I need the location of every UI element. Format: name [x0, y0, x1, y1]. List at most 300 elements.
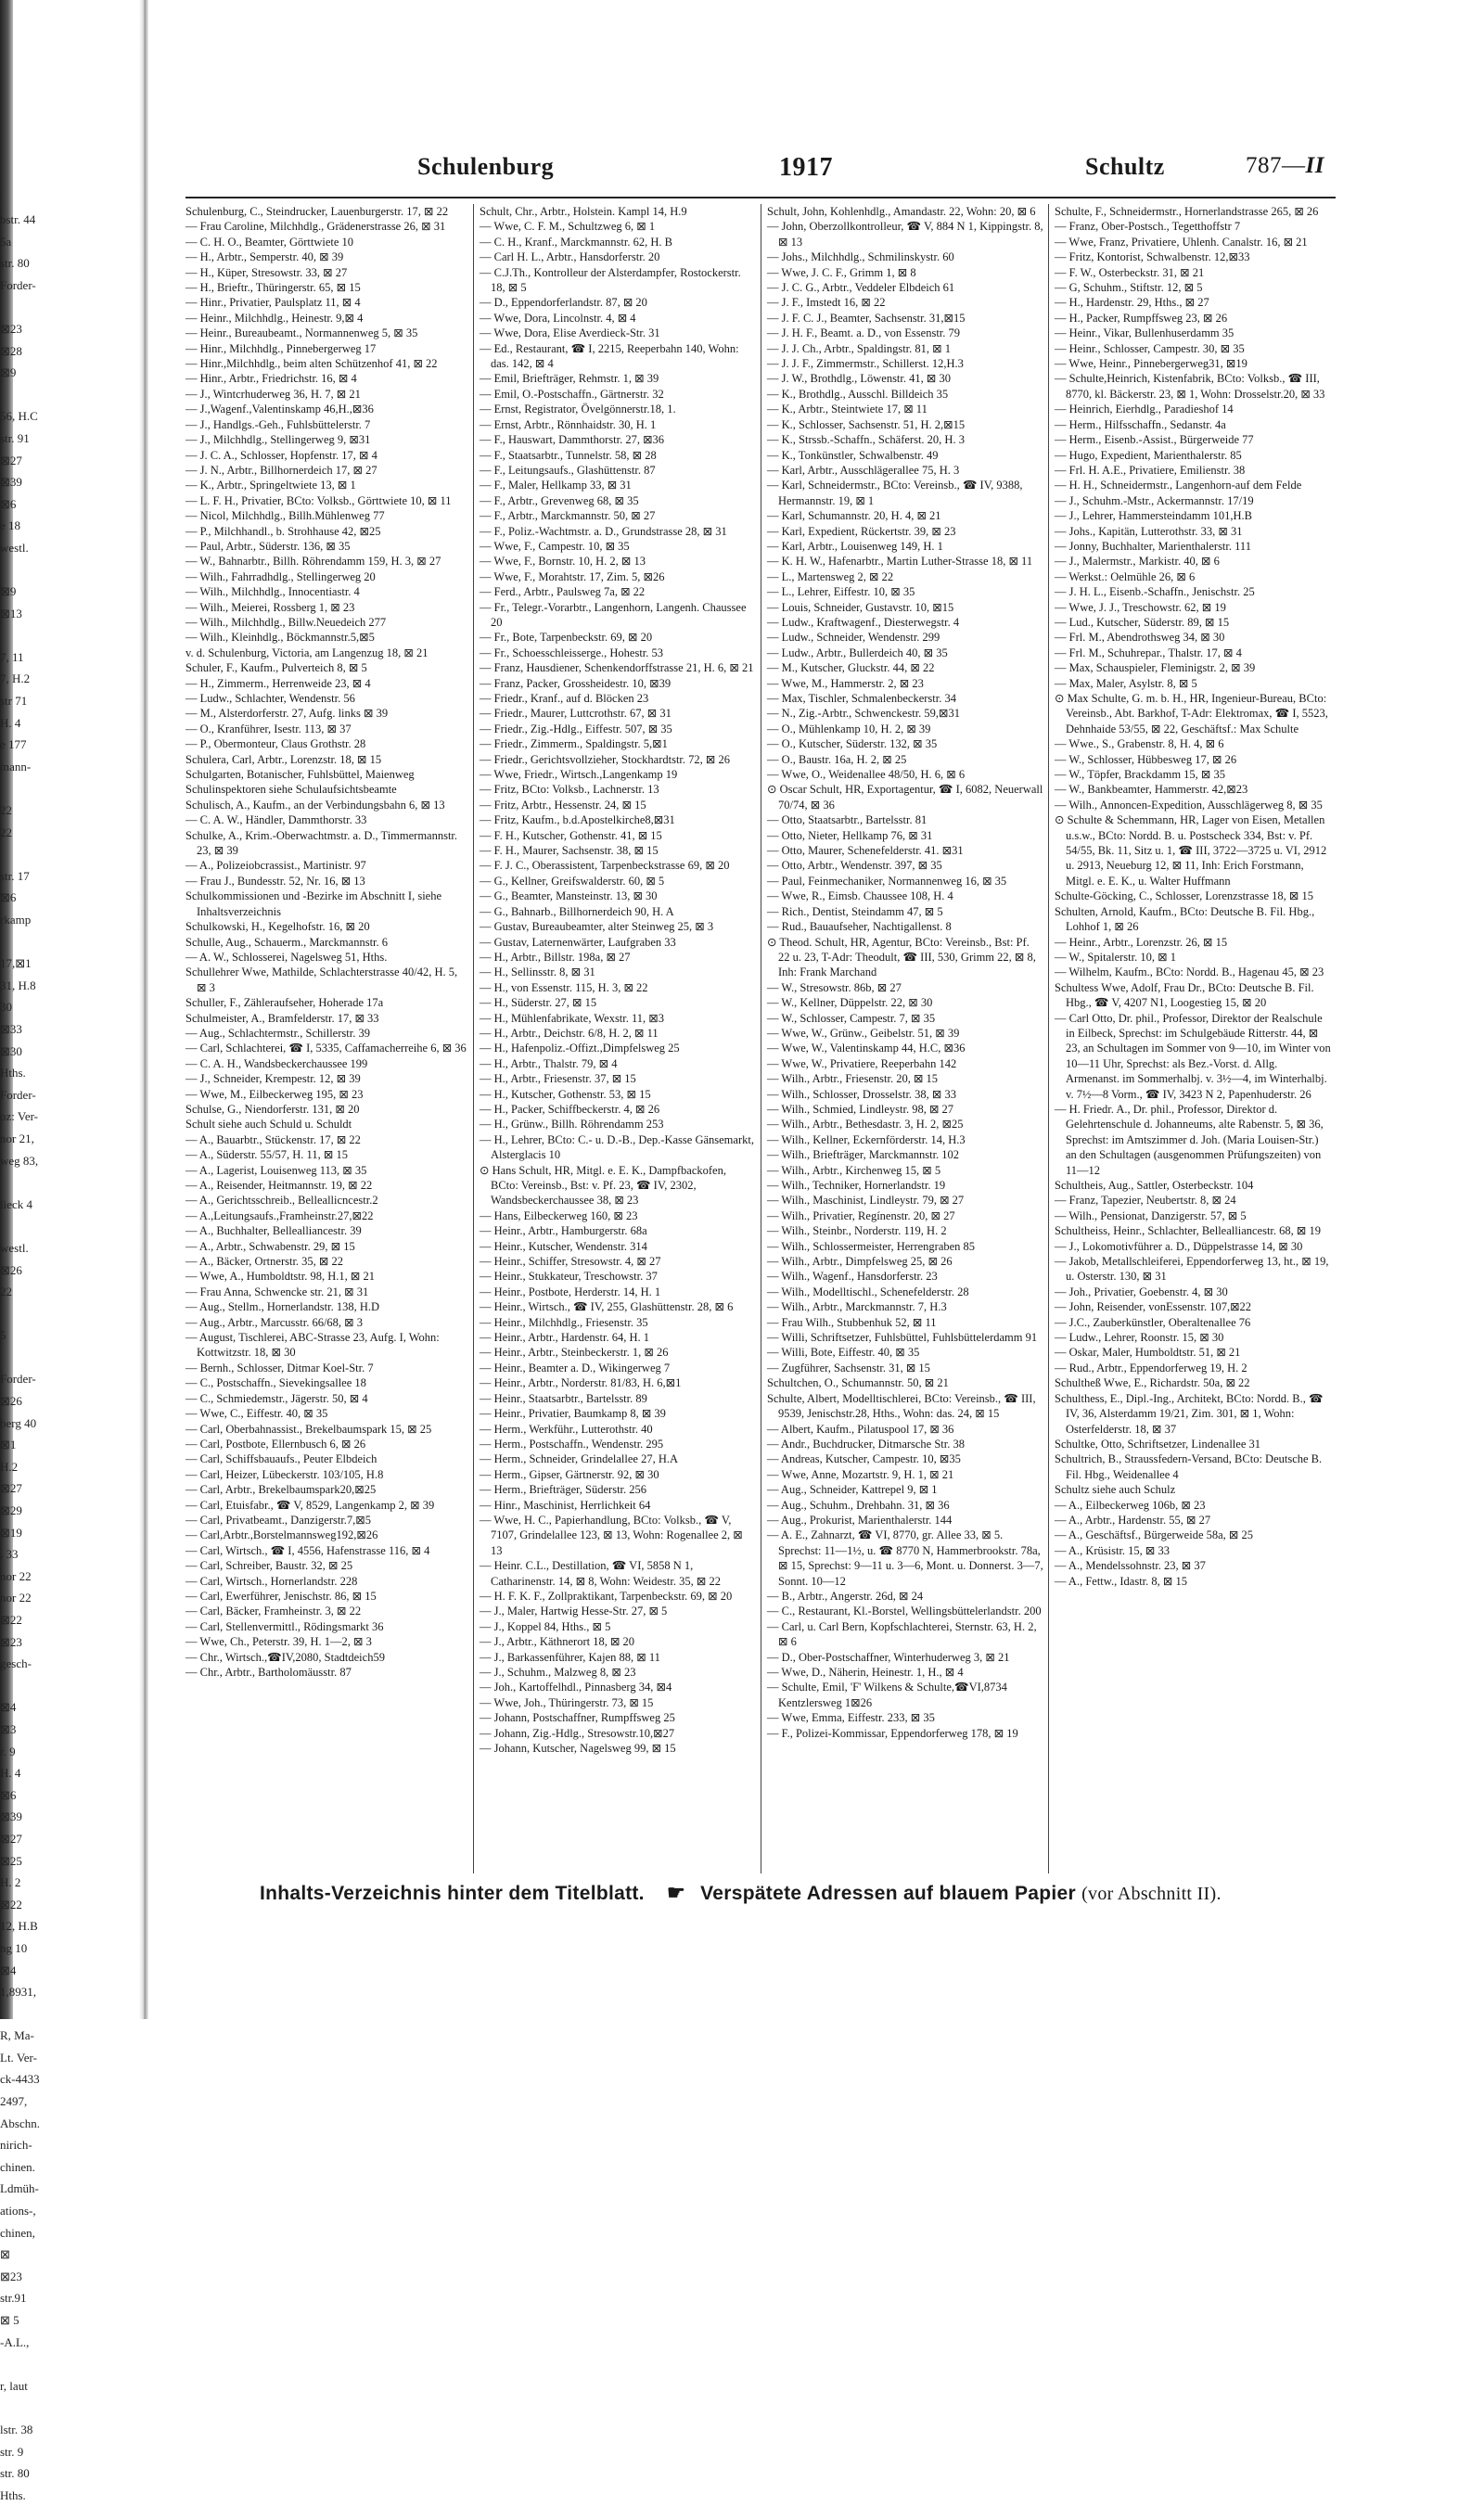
directory-entry: — Jonny, Buchhalter, Marienthalerstr. 111 [1055, 539, 1251, 553]
page-number [1246, 153, 1324, 179]
directory-entry: — J. H. F., Beamt. a. D., von Essenstr. 79 [767, 326, 961, 340]
facing-page-line: str. 9 [0, 2444, 24, 2459]
directory-entry: — Fritz, BCto: Volksb., Lachnerstr. 13 [480, 783, 659, 797]
directory-entry: — J. C. G., Arbtr., Veddeler Elbdeich 61 [767, 281, 955, 295]
directory-entry: — W., Schlosser, Campestr. 7, ⊠ 35 [767, 1011, 936, 1025]
footer-late-addresses-note: Verspätete Adressen auf blauem Papier [700, 1883, 1076, 1904]
directory-entry: — Ludw., Schneider, Wendenstr. 299 [767, 631, 940, 645]
facing-page-line: H. 4 [0, 715, 21, 730]
directory-entry: — Carl, Postbote, Ellernbusch 6, ⊠ 26 [186, 1437, 366, 1451]
facing-page-line: gesch- [0, 1656, 32, 1671]
directory-entry: Schulthess, E., Dipl.-Ing., Architekt, BCto: Nordd. B., ☎ IV, 36, Alsterdamm 19/21, Zim. 301, ⊠ 1, Wohn: Osterfelderstr. 18, ⊠ 37 [1055, 1391, 1324, 1436]
directory-entry: — A., Geschäftsf., Bürgerweide 58a, ⊠ 25 [1055, 1528, 1254, 1542]
facing-page-line: Abschn. [0, 2116, 40, 2130]
directory-entry: Schulle, Aug., Schauerm., Marckmannstr. 6 [186, 935, 389, 949]
directory-entry: — J. J. F., Zimmermstr., Schillerst. 12,H.3 [767, 357, 964, 371]
directory-entry: — F., Staatsarbtr., Tunnelstr. 58, ⊠ 28 [480, 448, 657, 462]
directory-entry: — Hinr.,Milchhdlg., beim alten Schützenhof 41, ⊠ 22 [186, 357, 438, 371]
directory-entry: — J., Arbtr., Käthnerort 18, ⊠ 20 [480, 1635, 635, 1649]
facing-page-line [0, 2003, 58, 2026]
facing-page-line: lstr. 38 [0, 2422, 33, 2436]
directory-entry: — Paul, Feinmechaniker, Normannenweg 16, ⊠ 35 [767, 874, 1007, 888]
directory-entry: — Ernst, Registrator, Övelgönnerstr.18, 1. [480, 403, 676, 416]
directory-entry: — C. H., Kranf., Marckmannstr. 62, H. B [480, 235, 672, 249]
directory-entry: — J. C. A., Schlosser, Hopfenstr. 17, ⊠ 4 [186, 448, 377, 462]
directory-entry: — G., Beamter, Mansteinstr. 13, ⊠ 30 [480, 889, 658, 903]
directory-entry: — Carl, Wirtsch., Hornerlandstr. 228 [186, 1574, 358, 1588]
directory-entry: — J., Schuhm., Malzweg 8, ⊠ 23 [480, 1666, 636, 1679]
facing-page-line: 12, H.B [0, 1919, 38, 1934]
directory-entry: Schuler, F., Kaufm., Pulverteich 8, ⊠ 5 [186, 661, 367, 675]
facing-page-line: ⊠6 [0, 1787, 17, 1802]
directory-entry: Schultess Wwe, Adolf, Frau Dr., BCto: Deutsche B. Fil. Hbg., ☎ V, 4207 N1, Loogestieg 15, ⊠ 20 [1055, 980, 1314, 1010]
facing-page-line: ⊠9 [0, 584, 17, 599]
directory-entry: — P., Obermonteur, Claus Grothstr. 28 [186, 737, 366, 751]
directory-entry: — H., Hafenpoliz.-Offizt.,Dimpfelsweg 25 [480, 1042, 680, 1055]
directory-entry: — Gustav, Laternenwärter, Laufgraben 33 [480, 935, 676, 949]
facing-page-line: ⊠6 [0, 496, 17, 511]
directory-entry: — C., Schmiedemstr., Jägerstr. 50, ⊠ 4 [186, 1391, 368, 1405]
directory-entry: Schult, Chr., Arbtr., Holstein. Kampl 14, H.9 [480, 205, 687, 218]
directory-entry: — Heinr., Privatier, Baumkamp 8, ⊠ 39 [480, 1407, 666, 1421]
directory-entry: — H., Arbtr., Billstr. 198a, ⊠ 27 [480, 950, 631, 964]
directory-entry: Schulte-Göcking, C., Schlosser, Lorenzstrasse 18, ⊠ 15 [1055, 889, 1314, 903]
directory-entry: Schulte, F., Schneidermstr., Hornerlandstrasse 265, ⊠ 26 [1055, 205, 1319, 218]
directory-entry: — Emil, Briefträger, Rehmstr. 1, ⊠ 39 [480, 372, 659, 386]
directory-entry: — A., Mendelssohnstr. 23, ⊠ 37 [1055, 1559, 1206, 1573]
facing-page-line: 22 [0, 803, 12, 818]
directory-entry: — H., Sellinsstr. 8, ⊠ 31 [480, 965, 595, 979]
facing-page-line: weg 83, [0, 1153, 39, 1168]
directory-entry: — Wilh., Schlosser, Drosselstr. 38, ⊠ 33 [767, 1087, 957, 1101]
facing-page-line: westl. [0, 540, 29, 555]
directory-entry: — Friedr., Maurer, Luttcrothstr. 67, ⊠ 31 [480, 707, 672, 721]
directory-entry: Schultheiss, Heinr., Schlachter, Bellealliancestr. 68, ⊠ 19 [1055, 1224, 1321, 1238]
directory-entry: — O., Kranführer, Isestr. 113, ⊠ 37 [186, 722, 352, 735]
facing-page-line [0, 931, 58, 953]
directory-entry: Schulera, Carl, Arbtr., Lorenzstr. 18, ⊠ 15 [186, 752, 382, 766]
directory-entry: — Willi, Schriftsetzer, Fuhlsbüttel, Fuhlsbüttelerdamm 91 [767, 1331, 1038, 1345]
directory-entry: — J. N., Arbtr., Billhornerdeich 17, ⊠ 27 [186, 463, 377, 477]
directory-entry: — O., Kutscher, Süderstr. 132, ⊠ 35 [767, 737, 938, 751]
directory-entry: Schulgarten, Botanischer, Fuhlsbüttel, Maienweg [186, 768, 415, 782]
directory-entry: — Aug., Arbtr., Marcusstr. 66/68, ⊠ 3 [186, 1315, 364, 1329]
directory-entry: — Heinrich, Eierhdlg., Paradieshof 14 [1055, 403, 1234, 416]
directory-entry: — Fr., Bote, Tarpenbeckstr. 69, ⊠ 20 [480, 631, 653, 645]
directory-entry: — Frl. H. A.E., Privatiere, Emilienstr. 38 [1055, 463, 1246, 477]
directory-entry: — Wwe., S., Grabenstr. 8, H. 4, ⊠ 6 [1055, 737, 1224, 751]
directory-entry: — H. H., Schneidermstr., Langenhorn-auf dem Felde [1055, 479, 1302, 492]
directory-entry: — Paul, Arbtr., Süderstr. 136, ⊠ 35 [186, 539, 351, 553]
directory-entry: — D., Ober-Postschaffner, Winterhuderweg 3, ⊠ 21 [767, 1650, 1010, 1664]
directory-entry: — Frl. M., Schuhrepar., Thalstr. 17, ⊠ 4 [1055, 646, 1242, 659]
facing-page-line: Forder- [0, 1087, 36, 1102]
directory-entry: — Wwe, C. F. M., Schultzweg 6, ⊠ 1 [480, 220, 656, 234]
directory-entry: — Joh., Privatier, Goebenstr. 4, ⊠ 30 [1055, 1285, 1228, 1298]
directory-column-2 [473, 204, 761, 1873]
directory-entry: — Friedr., Zig.-Hdlg., Eiffestr. 507, ⊠ 35 [480, 722, 672, 735]
directory-entry: — Wwe, Franz, Privatiere, Uhlenh. Canalstr. 16, ⊠ 21 [1055, 235, 1308, 249]
directory-entry: — Wilh., Techniker, Hornerlandstr. 19 [767, 1179, 946, 1192]
directory-entry: — W., Spitalerstr. 10, ⊠ 1 [1055, 950, 1176, 964]
directory-entry: — Heinr., Wirtsch., ☎ IV, 255, Glashüttenstr. 28, ⊠ 6 [480, 1300, 734, 1314]
facing-page-line: ⊠28 [0, 343, 22, 358]
facing-page-line: str.91 [0, 2291, 27, 2306]
page-number-value: 787— [1246, 153, 1306, 178]
directory-entry: — H., Süderstr. 27, ⊠ 15 [480, 996, 597, 1010]
directory-entry: — C. H. O., Beamter, Görttwiete 10 [186, 235, 354, 249]
facing-page-line: ⊠27 [0, 1481, 22, 1496]
directory-entry: — F., Polizei-Kommissar, Eppendorferweg 178, ⊠ 19 [767, 1726, 1018, 1740]
header-last-name: Schultz [1085, 153, 1165, 180]
directory-entry: — Friedr., Kranf., auf d. Blöcken 23 [480, 692, 649, 705]
directory-entry: — F. H., Maurer, Sachsenstr. 38, ⊠ 15 [480, 844, 659, 858]
directory-entry: Schultchen, O., Schumannstr. 50, ⊠ 21 [767, 1376, 949, 1390]
directory-entry: Schulte, Albert, Modelltischlerei, BCto: Vereinsb., ☎ III, 9539, Jenischstr.28, Hths., Wohn: das. 24, ⊠ 15 [767, 1391, 1036, 1421]
directory-entry: ⊙ Oscar Schult, HR, Exportagentur, ☎ I, 6082, Neuerwall 70/74, ⊠ 36 [767, 783, 1043, 812]
facing-page-line: ⊠22 [0, 1613, 22, 1627]
directory-entry: — Wwe, F., Morahtstr. 17, Zim. 5, ⊠26 [480, 569, 665, 583]
directory-entry: — Rud., Bauaufseher, Nachtigallenst. 8 [767, 920, 952, 934]
facing-page-line: ⊠9 [0, 365, 17, 380]
directory-entry: — Wwe, W., Grünw., Geibelstr. 51, ⊠ 39 [767, 1026, 960, 1040]
directory-entry: — Wwe, Joh., Thüringerstr. 73, ⊠ 15 [480, 1695, 654, 1709]
facing-page-line [0, 843, 58, 865]
book-spine [139, 0, 148, 2019]
directory-entry: — Franz, Hausdiener, Schenkendorffstrasse 21, H. 6, ⊠ 21 [480, 661, 754, 675]
facing-page-line: 7, 11 [0, 649, 24, 664]
directory-entry: — Carl, Etuisfabr., ☎ V, 8529, Langenkamp 2, ⊠ 39 [186, 1498, 435, 1512]
directory-entry: — K., Arbtr., Steintwiete 17, ⊠ 11 [767, 403, 928, 416]
directory-entry: — F., Leitungsaufs., Glashüttenstr. 87 [480, 463, 656, 477]
facing-page-line: 1,8931, [0, 1985, 36, 2000]
directory-entry: — Carl, u. Carl Bern, Kopfschlachterei, Sternstr. 63, H. 2, ⊠ 6 [767, 1619, 1037, 1649]
directory-entry: — Heinr., Postbote, Herderstr. 14, H. 1 [480, 1285, 661, 1298]
facing-page-line: nor 22 [0, 1591, 32, 1605]
directory-entry: — Joh., Kartoffelhdl., Pinnasberg 34, ⊠4 [480, 1681, 672, 1694]
pointing-hand-icon: ☛ [666, 1881, 685, 1904]
directory-entry: Schultheis, Aug., Sattler, Osterbeckstr. 104 [1055, 1179, 1254, 1192]
facing-page-line: e 18 [0, 518, 21, 533]
facing-page-line: ⊠4 [0, 1963, 17, 1977]
directory-entry: — Wilh., Arbtr., Friesenstr. 20, ⊠ 15 [767, 1072, 939, 1086]
directory-entry: — Franz, Packer, Grossheidestr. 10, ⊠39 [480, 676, 672, 690]
directory-entry: — Frau Caroline, Milchhdlg., Grädenerstrasse 26, ⊠ 31 [186, 220, 446, 234]
directory-entry: — Wilh., Kleinhdlg., Böckmannstr.5,⊠5 [186, 631, 375, 645]
directory-entry: — Fritz, Arbtr., Hessenstr. 24, ⊠ 15 [480, 798, 646, 812]
directory-entry: — Heinr., Stukkateur, Treschowstr. 37 [480, 1270, 658, 1284]
directory-entry: — Ernst, Arbtr., Rönnhaidstr. 30, H. 1 [480, 417, 657, 431]
directory-entry: — Carl, Ewerführer, Jenischstr. 86, ⊠ 15 [186, 1589, 377, 1603]
directory-entry: — Frau Anna, Schwencke str. 21, ⊠ 31 [186, 1285, 369, 1298]
directory-entry: — Aug., Stellm., Hornerlandstr. 138, H.D [186, 1300, 380, 1314]
directory-entry: — Wilh., Arbtr., Kirchenweg 15, ⊠ 5 [767, 1163, 941, 1177]
directory-entry: — H., Zimmerm., Herrenweide 23, ⊠ 4 [186, 676, 371, 690]
directory-entry: — C. A. H., Wandsbeckerchaussee 199 [186, 1056, 368, 1070]
directory-entry: ⊙ Hans Schult, HR, Mitgl. e. E. K., Dampfbackofen, BCto: Vereinsb., Bst: v. Pf. 23, ☎ IV, 2302, Wandsbeckerchaussee 38, ⊠ 23 [480, 1163, 726, 1208]
facing-page-line: 5a [0, 234, 12, 249]
directory-entry: — J. F. C. J., Beamter, Sachsenstr. 31,⊠15 [767, 311, 966, 325]
directory-entry: — K., Brothdlg., Ausschl. Billdeich 35 [767, 387, 949, 401]
facing-page-line: ⊠4 [0, 1700, 17, 1715]
directory-entry: Schulke, A., Krim.-Oberwachtmstr. a. D., Timmermannstr. 23, ⊠ 39 [186, 828, 458, 858]
directory-entry: — Wilh., Kellner, Eckernförderstr. 14, H.3 [767, 1132, 966, 1146]
facing-page-line [0, 384, 58, 406]
directory-entry: — Wilh., Steinbr., Norderstr. 119, H. 2 [767, 1224, 947, 1238]
facing-page-line: ck-4433 [0, 2072, 40, 2087]
directory-entry: — Wilh., Briefträger, Marckmannstr. 102 [767, 1148, 960, 1162]
facing-page-line: H. 4 [0, 1766, 21, 1781]
directory-entry: — K., Tonkünstler, Schwalbenstr. 49 [767, 448, 939, 462]
facing-page-line: Forder- [0, 1372, 36, 1387]
header-rule [186, 197, 1336, 198]
directory-entry: — Carl, Arbtr., Brekelbaumspark20,⊠25 [186, 1483, 377, 1497]
directory-entry: — M., Kutscher, Gluckstr. 44, ⊠ 22 [767, 661, 935, 675]
facing-page-line: -A.L., [0, 2334, 30, 2349]
directory-entry: — K., Strssb.-Schaffn., Schäferst. 20, H. 3 [767, 433, 965, 447]
facing-page-line: r, laut [0, 2378, 28, 2393]
directory-entry: — Karl, Schumannstr. 20, H. 4, ⊠ 21 [767, 509, 941, 523]
directory-entry: — Herm., Gipser, Gärtnerstr. 92, ⊠ 30 [480, 1467, 659, 1481]
directory-entry: — Chr., Wirtsch.,☎IV,2080, Stadtdeich59 [186, 1650, 385, 1664]
directory-entry: ⊙ Schulte & Schemmann, HR, Lager von Eisen, Metallen u.s.w., BCto: Nordd. B. u. Postscheck 334, Bst: v. Pf. 54/55, Bk. 11, Sitz u. 1, ☎ III, 3722—3725 u. VI, 2912 u. 2913, Neueburg 12, ⊠ 11, Inh: Erich Forstmann, Mitgl. e. E. K., u. Walter Huffmann [1055, 813, 1327, 888]
directory-entry: — Aug., Schlachtermstr., Schillerstr. 39 [186, 1026, 370, 1040]
directory-entry: — B., Arbtr., Angerstr. 26d, ⊠ 24 [767, 1589, 924, 1603]
directory-entry: — O., Baustr. 16a, H. 2, ⊠ 25 [767, 752, 907, 766]
directory-entry: Schulse, G., Niendorferstr. 131, ⊠ 20 [186, 1102, 360, 1116]
directory-entry: — Fr., Schoesschleisserge., Hohestr. 53 [480, 646, 664, 659]
directory-entry: — Albert, Kaufm., Pilatuspool 17, ⊠ 36 [767, 1422, 954, 1436]
facing-page-line: 2497, [0, 2094, 28, 2109]
directory-entry: — W., Bankbeamter, Hammerstr. 42,⊠23 [1055, 783, 1248, 797]
directory-entry: — Carl, Heizer, Lübeckerstr. 103/105, H.8 [186, 1467, 384, 1481]
directory-entry: — L., Martensweg 2, ⊠ 22 [767, 569, 894, 583]
directory-entry: — Carl, Bäcker, Framheinstr. 3, ⊠ 22 [186, 1605, 362, 1618]
directory-entry: — A., Gerichtsschreib., Belleallicncestr.2 [186, 1194, 378, 1208]
facing-page-line: str. 80 [0, 2466, 30, 2481]
directory-entry: — J., Handlgs.-Geh., Fuhlsbüttelerstr. 7 [186, 417, 371, 431]
facing-page-line: ⊠39 [0, 475, 22, 490]
directory-entry: — Jakob, Metallschleiferei, Eppendorferweg 13, ht., ⊠ 19, u. Osterstr. 130, ⊠ 31 [1055, 1255, 1329, 1284]
facing-page-line [0, 624, 58, 646]
facing-page-line: 17,⊠1 [0, 956, 32, 971]
directory-entry: — Wilh., Fahrradhdlg., Stellingerweg 20 [186, 569, 376, 583]
directory-entry: — Wilh., Milchhdlg., Innocentiastr. 4 [186, 585, 360, 599]
directory-entry: Schulkowski, H., Kegelhofstr. 16, ⊠ 20 [186, 920, 370, 934]
facing-page-line: ⊠26 [0, 1394, 22, 1409]
directory-entry: — Wwe, J. C. F., Grimm 1, ⊠ 8 [767, 265, 916, 279]
directory-entry: — Frl. M., Abendrothsweg 34, ⊠ 30 [1055, 631, 1225, 645]
directory-entry: — N., Zig.-Arbtr., Schwenckestr. 59,⊠31 [767, 707, 961, 721]
directory-entry: — Willi, Bote, Eiffestr. 40, ⊠ 35 [767, 1346, 920, 1360]
directory-entry: — Carl, Wirtsch., ☎ I, 4556, Hafenstrasse 116, ⊠ 4 [186, 1543, 430, 1557]
directory-entry: Schultz siehe auch Schulz [1055, 1483, 1176, 1497]
facing-page-line: chinen. [0, 2159, 35, 2174]
directory-entry: — H., Kutscher, Gothenstr. 53, ⊠ 15 [480, 1087, 651, 1101]
page-header [186, 153, 1336, 186]
directory-entry: — Nicol, Milchhdlg., Billh.Mühlenweg 77 [186, 509, 385, 523]
directory-entry: — Wwe, Ch., Peterstr. 39, H. 1—2, ⊠ 3 [186, 1635, 372, 1649]
directory-entry: Schult, John, Kohlenhdlg., Amandastr. 22, Wohn: 20, ⊠ 6 [767, 205, 1036, 218]
directory-entry: — Aug., Schuhm., Drehbahn. 31, ⊠ 36 [767, 1498, 950, 1512]
facing-page-line [0, 777, 58, 799]
directory-entry: Schullehrer Wwe, Mathilde, Schlachterstrasse 40/42, H. 5, ⊠ 3 [186, 965, 458, 994]
directory-entry: — H., Arbtr., Semperstr. 40, ⊠ 39 [186, 250, 344, 264]
directory-entry: — Herm., Schneider, Grindelallee 27, H.A [480, 1452, 679, 1466]
directory-entry: — A., Fettw., Idastr. 8, ⊠ 15 [1055, 1574, 1187, 1588]
facing-page-line: ⊠13 [0, 606, 22, 620]
facing-page-line: ations-, [0, 2204, 36, 2218]
directory-entry: — Wwe, Heinr., Pinnebergerweg31, ⊠19 [1055, 357, 1247, 371]
directory-entry: — A., Krüsistr. 15, ⊠ 33 [1055, 1543, 1171, 1557]
directory-entry: — A., Arbtr., Schwabenstr. 29, ⊠ 15 [186, 1239, 355, 1253]
facing-page-line: ⊠29 [0, 1503, 22, 1518]
directory-entry: — A., Bauarbtr., Stückenstr. 17, ⊠ 22 [186, 1132, 361, 1146]
facing-page-line: 7, H.2 [0, 671, 31, 686]
directory-entry: — Wwe, H. C., Papierhandlung, BCto: Volksb., ☎ V, 7107, Grindelallee 123, ⊠ 13, Wohn: Rogenallee 2, ⊠ 13 [480, 1513, 743, 1557]
facing-page-line: rkamp [0, 913, 32, 927]
directory-entry: — K., Schlosser, Sachsenstr. 51, H. 2,⊠15 [767, 417, 966, 431]
directory-entry: — C., Restaurant, Kl.-Borstel, Wellingsbüttelerlandstr. 200 [767, 1605, 1042, 1618]
directory-entry: Schulinspektoren siehe Schulaufsichtsbeamte [186, 783, 397, 797]
directory-entry: — W., Stresowstr. 86b, ⊠ 27 [767, 980, 902, 994]
directory-entry: — G., Kellner, Greifswalderstr. 60, ⊠ 5 [480, 874, 665, 888]
directory-entry: — Lud., Kutscher, Süderstr. 89, ⊠ 15 [1055, 615, 1230, 629]
header-first-name: Schulenburg [417, 153, 555, 180]
page-number-suffix: II [1305, 153, 1324, 178]
directory-entry: — A., Lagerist, Louisenweg 113, ⊠ 35 [186, 1163, 367, 1177]
directory-entry: — H., Küper, Stresowstr. 33, ⊠ 27 [186, 265, 348, 279]
directory-entry: — Andr., Buchdrucker, Ditmarsche Str. 38 [767, 1437, 966, 1451]
directory-entry: ⊙ Theod. Schult, HR, Agentur, BCto: Vereinsb., Bst: Pf. 22 u. 23, T-Adr: Theodult, ☎ III, 530, Grimm 22, ⊠ 8, Inh: Frank Marchand [767, 935, 1036, 979]
directory-entry: — H., Packer, Schiffbeckerstr. 4, ⊠ 26 [480, 1102, 660, 1116]
directory-entry: — J., Schuhm.-Mstr., Ackermannstr. 17/19 [1055, 493, 1254, 507]
directory-entry: — Ed., Restaurant, ☎ I, 2215, Reeperbahn 140, Wohn: das. 142, ⊠ 4 [480, 341, 739, 371]
directory-entry: — Zugführer, Sachsenstr. 31, ⊠ 15 [767, 1361, 930, 1374]
facing-page-line: bstr. 44 [0, 212, 36, 226]
footer-section-ref: (vor Abschnitt II). [1081, 1884, 1222, 1904]
facing-page-line [0, 1303, 58, 1325]
directory-entry: — Karl, Arbtr., Louisenweg 149, H. 1 [767, 539, 943, 553]
directory-entry: — F. H., Kutscher, Gothenstr. 41, ⊠ 15 [480, 828, 662, 842]
directory-entry: — Wilh., Arbtr., Dimpfelsweg 25, ⊠ 26 [767, 1255, 953, 1269]
directory-entry: — Johann, Kutscher, Nagelsweg 99, ⊠ 15 [480, 1742, 676, 1756]
directory-entry: — C. A. W., Händler, Dammthorstr. 33 [186, 813, 367, 827]
directory-entry: — Johs., Milchhdlg., Schmilinskystr. 60 [767, 250, 954, 264]
directory-entry: — Heinr., Arbtr., Hardenstr. 64, H. 1 [480, 1331, 649, 1345]
directory-entry: — Herm., Hilfsschaffn., Sedanstr. 4a [1055, 417, 1226, 431]
directory-entry: — H. Friedr. A., Dr. phil., Professor, Direktor d. Gelehrtenschule d. Johanneums, alte Rabenstr. 5, ⊠ 36, Sprechst: im Amtszimmer d. Joh. (Maria Louisen-Str.) an den Schultagen (ausgenommen Prüfungszeiten) von 11—12 [1055, 1102, 1324, 1177]
directory-entry: — Aug., Prokurist, Marienthalerstr. 144 [767, 1513, 953, 1527]
directory-entry: — Heinr., Arbtr., Lorenzstr. 26, ⊠ 15 [1055, 935, 1228, 949]
directory-entry: — H., Arbtr., Deichstr. 6/8, H. 2, ⊠ 11 [480, 1026, 659, 1040]
directory-entry: — Aug., Schneider, Kattrepel 9, ⊠ 1 [767, 1483, 938, 1497]
facing-page-line [0, 1215, 58, 1237]
directory-entry: — Herm., Postschaffn., Wendenstr. 295 [480, 1437, 664, 1451]
directory-entry: — Fritz, Kaufm., b.d.Apostelkirche8,⊠31 [480, 813, 675, 827]
directory-entry: — Herm., Briefträger, Süderstr. 256 [480, 1483, 647, 1497]
directory-entry: — Carl, Stellenvermittl., Rödingsmarkt 36 [186, 1619, 384, 1633]
directory-columns [186, 204, 1336, 1873]
directory-entry: — Heinr., Bureaubeamt., Normannenweg 5, ⊠ 35 [186, 326, 418, 340]
directory-entry: — H., Packer, Rumpffsweg 23, ⊠ 26 [1055, 311, 1228, 325]
facing-page-line: 31, H.8 [0, 978, 36, 992]
directory-entry: Schulmeister, A., Bramfelderstr. 17, ⊠ 33 [186, 1011, 379, 1025]
directory-entry: — Carl Otto, Dr. phil., Professor, Direktor der Realschule in Eilbeck, Sprechst: im Schulgebäude Ritterstr. 44, ⊠ 23, an Schultagen im Sommer von 9—10, im Winter von 10—11 Uhr, Sprechst: als Bez.-Vorst. d. Allg. Armenanst. im Sommerhalbj. v. 3½—4, im Winterhalbj. v. 7½—8 Vorm., ☎ IV, 3423 N 2, Papenhuderstr. 26 [1055, 1011, 1331, 1101]
facing-page-line: str. 91 [0, 430, 30, 445]
directory-entry: — Rud., Arbtr., Eppendorferweg 19, H. 2 [1055, 1361, 1247, 1374]
facing-page-line: westl. [0, 1240, 29, 1255]
facing-page-line: r. 9 [0, 1744, 16, 1758]
directory-entry: — Johann, Zig.-Hdlg., Stresowstr.10,⊠27 [480, 1726, 675, 1740]
directory-entry: — A., Bäcker, Ortnerstr. 35, ⊠ 22 [186, 1255, 344, 1269]
directory-entry: — J.C., Zauberkünstler, Oberaltenallee 76 [1055, 1315, 1251, 1329]
directory-entry: — F., Hauswart, Dammthorstr. 27, ⊠36 [480, 433, 665, 447]
directory-entry: — Fritz, Kontorist, Schwalbenstr. 12,⊠33 [1055, 250, 1250, 264]
directory-entry: — Wwe, M., Eilbeckerweg 195, ⊠ 23 [186, 1087, 364, 1101]
directory-entry: — Wilh., Wagenf., Hansdorferstr. 23 [767, 1270, 938, 1284]
directory-entry: — Hans, Eilbeckerweg 160, ⊠ 23 [480, 1208, 638, 1222]
directory-entry: — Carl, Schiffsbauaufs., Peuter Elbdeich [186, 1452, 377, 1466]
directory-entry: — Wwe, C., Eiffestr. 40, ⊠ 35 [186, 1407, 328, 1421]
directory-entry: — Carl,Arbtr.,Borstelmannsweg192,⊠26 [186, 1528, 378, 1542]
directory-entry: — Wwe, Dora, Lincolnstr. 4, ⊠ 4 [480, 311, 636, 325]
directory-entry: — Heinr., Arbtr., Steinbeckerstr. 1, ⊠ 26 [480, 1346, 669, 1360]
facing-page-line: ⊠1 [0, 1438, 17, 1452]
directory-entry: — Karl, Expedient, Rückertstr. 39, ⊠ 23 [767, 524, 956, 538]
directory-entry: — F., Maler, Hellkamp 33, ⊠ 31 [480, 479, 632, 492]
directory-entry: — F. W., Osterbeckstr. 31, ⊠ 21 [1055, 265, 1205, 279]
directory-entry: — Carl, Oberbahnassist., Brekelbaumspark 15, ⊠ 25 [186, 1422, 432, 1436]
facing-page-line: ⊠27 [0, 1831, 22, 1846]
directory-entry: — Otto, Arbtr., Wendenstr. 397, ⊠ 35 [767, 859, 942, 873]
facing-page-line: berg 40 [0, 1415, 37, 1430]
directory-entry: — H., von Essenstr. 115, H. 3, ⊠ 22 [480, 980, 648, 994]
directory-entry: — Bernh., Schlosser, Ditmar Koel-Str. 7 [186, 1361, 374, 1374]
directory-entry: — Werkst.: Oelmühle 26, ⊠ 6 [1055, 569, 1196, 583]
directory-entry: — Otto, Staatsarbtr., Bartelsstr. 81 [767, 813, 928, 827]
directory-entry: — H., Brieftr., Thüringerstr. 65, ⊠ 15 [186, 281, 361, 295]
directory-entry: Schulkommissionen und -Bezirke im Abschnitt I, siehe Inhaltsverzeichnis [186, 889, 442, 918]
directory-entry: — Schulte, Emil, 'F' Wilkens & Schulte,☎VI,8734 Kentzlersweg 1⊠26 [767, 1681, 1007, 1709]
directory-entry: — Wilh., Milchhdlg., Billw.Neuedeich 277 [186, 615, 387, 629]
facing-page-line [0, 1347, 58, 1369]
directory-entry: — Wilh., Pensionat, Danzigerstr. 57, ⊠ 5 [1055, 1208, 1247, 1222]
directory-entry: — Ferd., Arbtr., Paulsweg 7a, ⊠ 22 [480, 585, 646, 599]
directory-entry: — J., Schneider, Krempestr. 12, ⊠ 39 [186, 1072, 361, 1086]
directory-entry: — Karl, Arbtr., Ausschlägerallee 75, H. 3 [767, 463, 960, 477]
facing-page-line: nor 22 [0, 1568, 32, 1583]
directory-entry: — Frau J., Bundesstr. 52, Nr. 16, ⊠ 13 [186, 874, 365, 888]
facing-page-line: 22 [0, 825, 12, 839]
facing-page-line [0, 1171, 58, 1194]
directory-entry: — Johann, Postschaffner, Rumpffsweg 25 [480, 1711, 675, 1725]
facing-page-line: nor 21, [0, 1131, 34, 1145]
directory-entry: — Wilh., Maschinist, Lindleystr. 79, ⊠ 27 [767, 1194, 965, 1208]
directory-entry: — Wwe, Anne, Mozartstr. 9, H. 1, ⊠ 21 [767, 1467, 954, 1481]
directory-entry: — Ludw., Kraftwagenf., Diesterwegstr. 4 [767, 615, 960, 629]
directory-entry: — F., Arbtr., Grevenweg 68, ⊠ 35 [480, 493, 639, 507]
directory-entry: — A. E., Zahnarzt, ☎ VI, 8770, gr. Allee 33, ⊠ 5. Sprechst: 11—1½, u. ☎ 8770 N, Hammerbrookstr. 78a, ⊠ 15, Sprechst: 9—11 u. 3—6, Mont. u. Donnerst. 3—7, Sonnt. 10—12 [767, 1528, 1043, 1588]
directory-entry: Schultheß Wwe, E., Richardstr. 50a, ⊠ 22 [1055, 1376, 1250, 1390]
facing-page-line [0, 1675, 58, 1697]
directory-entry: — Wwe, F., Campestr. 10, ⊠ 35 [480, 539, 630, 553]
directory-entry: — Heinr., Kutscher, Wendenstr. 314 [480, 1239, 647, 1253]
directory-entry: — Heinr., Beamter a. D., Wikingerweg 7 [480, 1361, 671, 1374]
directory-entry: — Johs., Kapitän, Lutterothstr. 33, ⊠ 31 [1055, 524, 1243, 538]
facing-page-line: ⊠39 [0, 1809, 22, 1824]
page-footer [260, 1881, 1336, 1905]
